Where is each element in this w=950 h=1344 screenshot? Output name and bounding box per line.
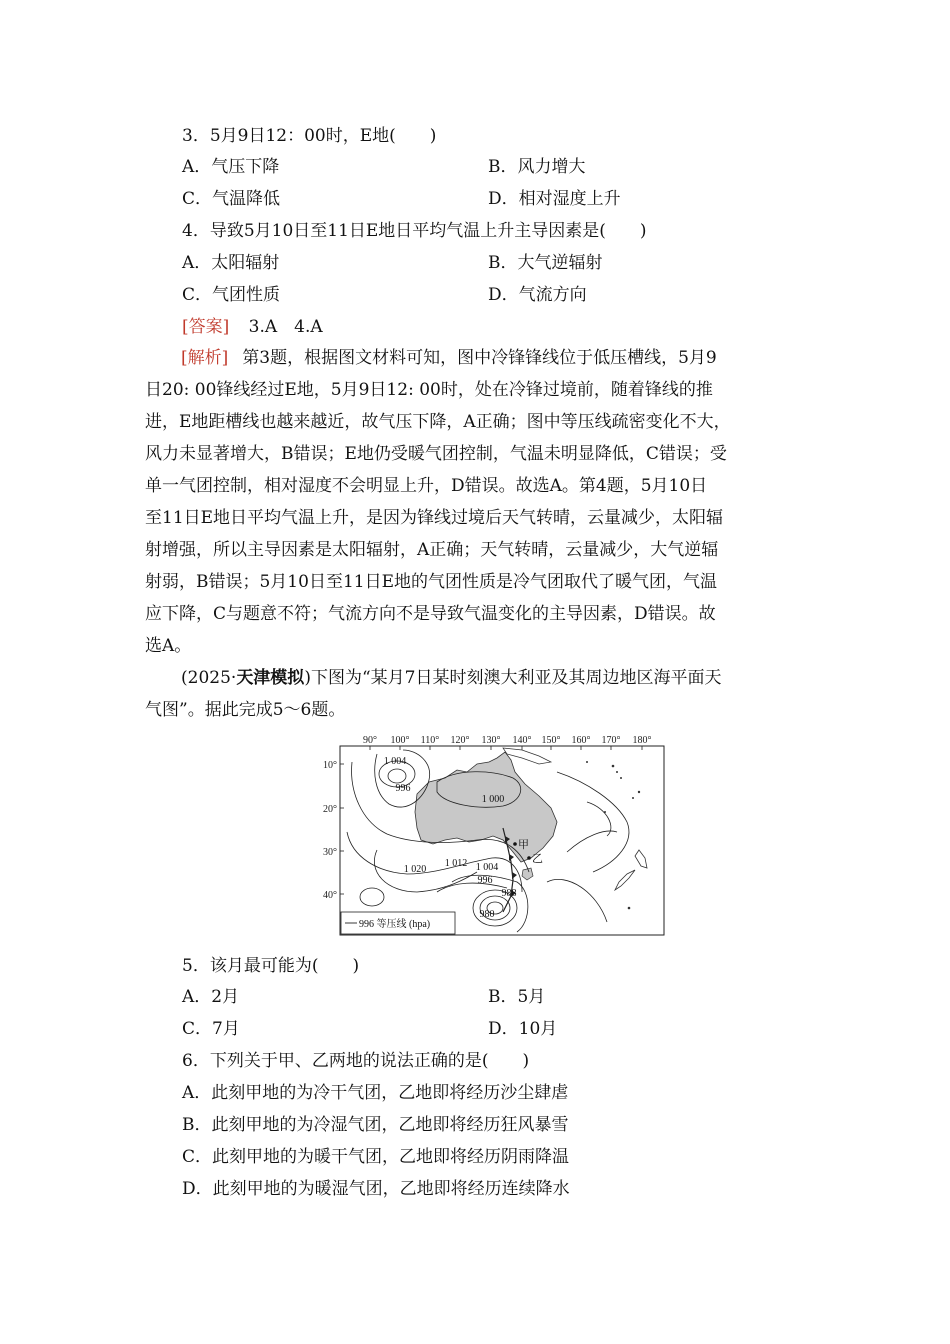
lon-label: 180° bbox=[632, 735, 652, 746]
isobar-label: 1 000 bbox=[481, 794, 505, 805]
q5-stem: 5．该月最可能为( ) bbox=[182, 956, 360, 976]
q3-option-c: C．气温降低 bbox=[182, 189, 281, 209]
isobar-label: 1 004 bbox=[475, 862, 499, 873]
q5-option-d: D．10月 bbox=[488, 1019, 558, 1039]
isobar-label: 980 bbox=[479, 909, 495, 920]
map-legend bbox=[341, 912, 455, 934]
isobar-label: 988 bbox=[501, 888, 517, 899]
q5-option-c: C．7月 bbox=[182, 1019, 240, 1039]
analysis-line: 选A。 bbox=[145, 636, 192, 656]
q3-option-a: A．气压下降 bbox=[182, 157, 280, 177]
lon-label: 150° bbox=[541, 735, 561, 746]
answer-line bbox=[182, 315, 323, 339]
lon-label: 100° bbox=[390, 735, 410, 746]
q4-option-a: A．太阳辐射 bbox=[182, 253, 280, 273]
analysis-block bbox=[145, 342, 809, 662]
isobar-label: 1 020 bbox=[403, 864, 427, 875]
q4-stem: 4．导致5月10日至11日E地日平均气温上升主导因素是( ) bbox=[182, 221, 647, 241]
answer-text: 3.A 4.A bbox=[248, 317, 323, 337]
intro-text: 下图为“某月7日某时刻澳大利亚及其周边地区海平面天 bbox=[310, 668, 722, 688]
analysis-line: 进，E地距槽线也越来越近，故气压下降，A正确；图中等压线疏密变化不大， bbox=[145, 412, 731, 432]
lon-label: 160° bbox=[571, 735, 591, 746]
q4-option-d: D．气流方向 bbox=[488, 285, 587, 305]
lon-label: 130° bbox=[481, 735, 501, 746]
lon-label: 140° bbox=[512, 735, 532, 746]
intro-source-open: (2025· bbox=[181, 668, 237, 688]
isobar-label: 996 bbox=[477, 875, 493, 886]
analysis-line: 日20: 00锋线经过E地，5月9日12: 00时，处在冷锋过境前，随着锋线的推 bbox=[145, 380, 713, 400]
analysis-line: 射增强，所以主导因素是太阳辐射，A正确；天气转晴，云量减少，大气逆辐 bbox=[145, 540, 719, 560]
lat-label: 20° bbox=[323, 804, 337, 815]
lon-label: 90° bbox=[363, 735, 377, 746]
isobar-label: 1 004 bbox=[383, 756, 407, 767]
analysis-line: 应下降，C与题意不符；气流方向不是导致气温变化的主导因素，D错误。故 bbox=[145, 604, 716, 624]
intro-source-name: 天津模拟 bbox=[236, 668, 305, 688]
q6-option-b: B．此刻甲地的为冷湿气团，乙地即将经历狂风暴雪 bbox=[182, 1115, 569, 1135]
intro-text-line2: 气图”。据此完成5～6题。 bbox=[145, 700, 346, 720]
lon-label: 170° bbox=[601, 735, 621, 746]
q5-option-b: B．5月 bbox=[488, 987, 546, 1007]
weather-map bbox=[317, 732, 667, 938]
lon-label: 120° bbox=[450, 735, 470, 746]
legend-text: 996 等压线 (hpa) bbox=[359, 919, 431, 930]
analysis-line: 射弱，B错误；5月10日至11日E地的气团性质是冷气团取代了暖气团，气温 bbox=[145, 572, 717, 592]
analysis-line: 第3题，根据图文材料可知，图中冷锋锋线位于低压槽线，5月9 bbox=[242, 348, 717, 368]
isobar-label: 1 012 bbox=[444, 858, 468, 869]
q4-option-b: B．大气逆辐射 bbox=[488, 253, 603, 273]
answer-tag: [答案] bbox=[182, 317, 230, 337]
q6-option-d: D．此刻甲地的为暖湿气团，乙地即将经历连续降水 bbox=[182, 1179, 570, 1199]
q6-option-a: A．此刻甲地的为冷干气团，乙地即将经历沙尘肆虐 bbox=[182, 1083, 569, 1103]
place-label-yi: 乙 bbox=[532, 853, 543, 865]
q3-stem: 3．5月9日12：00时，E地( ) bbox=[182, 126, 437, 146]
intro-block bbox=[145, 662, 809, 726]
lat-label: 40° bbox=[323, 890, 337, 901]
lat-label: 10° bbox=[323, 760, 337, 771]
q6-stem: 6．下列关于甲、乙两地的说法正确的是( ) bbox=[182, 1051, 530, 1071]
analysis-line: 风力未显著增大，B错误；E地仍受暖气团控制，气温未明显降低，C错误；受 bbox=[145, 444, 727, 464]
q5-option-a: A．2月 bbox=[182, 987, 240, 1007]
q3-option-d: D．相对湿度上升 bbox=[488, 189, 621, 209]
lon-label: 110° bbox=[420, 735, 440, 746]
intro-source-close: ) bbox=[304, 668, 311, 688]
isobar-label: 996 bbox=[395, 783, 411, 794]
place-label-jia: 甲 bbox=[518, 839, 529, 851]
q6-option-c: C．此刻甲地的为暖干气团，乙地即将经历阴雨降温 bbox=[182, 1147, 570, 1167]
analysis-line: 单一气团控制，相对湿度不会明显上升，D错误。故选A。第4题，5月10日 bbox=[145, 476, 708, 496]
analysis-line: 至11日E地日平均气温上升，是因为锋线过境后天气转晴，云量减少，太阳辐 bbox=[145, 508, 724, 528]
q3-option-b: B．风力增大 bbox=[488, 157, 586, 177]
lat-label: 30° bbox=[323, 847, 337, 858]
q4-option-c: C．气团性质 bbox=[182, 285, 281, 305]
analysis-tag: [解析] bbox=[181, 348, 229, 368]
